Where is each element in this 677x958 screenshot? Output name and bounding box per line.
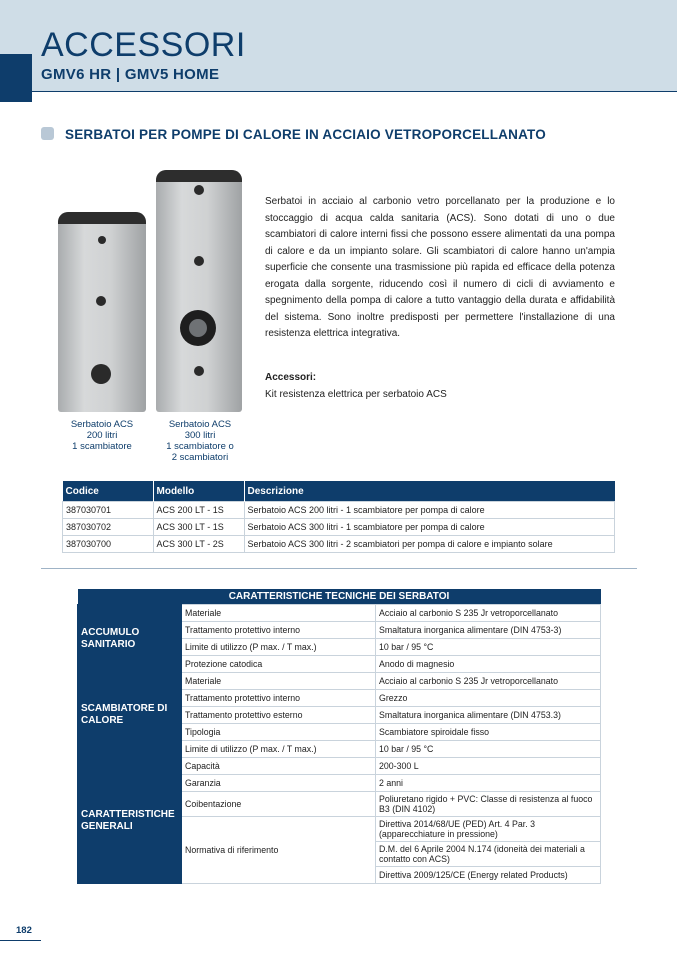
section-bullet-icon <box>41 127 54 140</box>
tank-300-image <box>156 170 242 412</box>
port-icon <box>98 236 106 244</box>
spec-label: Limite di utilizzo (P max. / T max.) <box>182 741 376 758</box>
spec-label: Garanzia <box>182 775 376 792</box>
group-generali: CARATTERISTICHE GENERALI <box>78 758 182 884</box>
accessories-label: Accessori: <box>265 372 317 383</box>
group-scambiatore: SCAMBIATORE DI CALORE <box>78 673 182 758</box>
cell-code: 387030700 <box>63 536 154 553</box>
accessories-item: Kit resistenza elettrica per serbatoio ACS <box>265 389 447 400</box>
table-row <box>78 758 601 775</box>
page-number-underline <box>0 940 41 941</box>
spec-value: 10 bar / 95 °C <box>376 741 601 758</box>
spec-label: Capacità <box>182 758 376 775</box>
spec-value: D.M. del 6 Aprile 2004 N.174 (idoneità dei materiali a contatto con ACS) <box>376 842 601 867</box>
cell-description: Serbatoio ACS 200 litri - 1 scambiatore per pompa di calore <box>244 502 615 519</box>
spec-label: Normativa di riferimento <box>182 817 376 884</box>
spec-value: Anodo di magnesio <box>376 656 601 673</box>
caption-line: Serbatoio ACS <box>168 419 232 430</box>
column-header: Descrizione <box>244 481 615 502</box>
spec-value: Acciaio al carbonio S 235 Jr vetroporcellanato <box>376 673 601 690</box>
table-row <box>78 673 601 690</box>
cell-description: Serbatoio ACS 300 litri - 1 scambiatore per pompa di calore <box>244 519 615 536</box>
page-subtitle: GMV6 HR | GMV5 HOME <box>41 66 220 83</box>
spec-value: Direttiva 2014/68/UE (PED) Art. 4 Par. 3 (apparecchiature in pressione) <box>376 817 601 842</box>
spec-table-title: CARATTERISTICHE TECNICHE DEI SERBATOI <box>78 589 601 605</box>
column-header: Modello <box>153 481 244 502</box>
cell-description: Serbatoio ACS 300 litri - 2 scambiatori per pompa di calore e impianto solare <box>244 536 615 553</box>
table-row <box>63 519 615 536</box>
spec-value: Smaltatura inorganica alimentare (DIN 4753.3) <box>376 707 601 724</box>
spec-label: Protezione catodica <box>182 656 376 673</box>
table-row <box>78 605 601 622</box>
port-icon <box>194 185 204 195</box>
spec-label: Materiale <box>182 673 376 690</box>
spec-label: Coibentazione <box>182 792 376 817</box>
section-title: SERBATOI PER POMPE DI CALORE IN ACCIAIO VETROPORCELLANATO <box>65 127 546 142</box>
port-icon <box>96 296 106 306</box>
spec-value: Smaltatura inorganica alimentare (DIN 4753-3) <box>376 622 601 639</box>
spec-label: Limite di utilizzo (P max. / T max.) <box>182 639 376 656</box>
table-row <box>63 536 615 553</box>
spec-label: Tipologia <box>182 724 376 741</box>
spec-label: Trattamento protettivo interno <box>182 690 376 707</box>
spec-table <box>77 589 601 884</box>
caption-line: 200 litri <box>86 430 118 441</box>
tank-200-image <box>58 212 146 412</box>
port-icon <box>194 256 204 266</box>
caption-line: 300 litri <box>184 430 216 441</box>
cell-model: ACS 300 LT - 2S <box>153 536 244 553</box>
caption-line: 1 scambiatore <box>72 441 132 452</box>
table-row <box>63 502 615 519</box>
cell-code: 387030702 <box>63 519 154 536</box>
flange-icon <box>180 310 216 346</box>
section-divider <box>41 568 637 569</box>
spec-label: Trattamento protettivo esterno <box>182 707 376 724</box>
spec-value: Acciaio al carbonio S 235 Jr vetroporcellanato <box>376 605 601 622</box>
spec-value: 200-300 L <box>376 758 601 775</box>
product-table <box>62 481 615 553</box>
spec-label: Trattamento protettivo interno <box>182 622 376 639</box>
cell-model: ACS 300 LT - 1S <box>153 519 244 536</box>
spec-label: Materiale <box>182 605 376 622</box>
column-header: Codice <box>63 481 154 502</box>
spec-value: Poliuretano rigido + PVC: Classe di resistenza al fuoco B3 (DIN 4102) <box>376 792 601 817</box>
page-title: ACCESSORI <box>41 26 246 64</box>
header-tab <box>0 54 32 102</box>
port-icon <box>194 366 204 376</box>
product-description: Serbatoi in acciaio al carbonio vetro porcellanato per la produzione e lo stoccaggio di acqua calda sanitaria (ACS). Sono dotati di uno o due scambiatori di calore interni fissi che possono essere alimentati da una pompa di calore e da un impianto solare. Gli scambiatori di calore hanno un'ampia superficie che consente una trasmissione più rapida ed efficace della potenza erogata dalla sorgente, riducendo così il numero di cicli di avviamento e spegnimento della pompa di calore a tutto vantaggio della durata e affidabilità del sistema. Sono inoltre predisposti per permettere l'installazione di una resistenza elettrica integrativa. <box>265 196 615 339</box>
caption-line: 2 scambiatori <box>171 452 229 463</box>
page-number: 182 <box>16 925 32 936</box>
spec-value: 10 bar / 95 °C <box>376 639 601 656</box>
spec-value: Direttiva 2009/125/CE (Energy related Products) <box>376 867 601 884</box>
port-icon <box>91 364 111 384</box>
spec-value: Grezzo <box>376 690 601 707</box>
tank-200-caption <box>55 419 149 452</box>
tank-300-caption <box>153 419 247 463</box>
cell-model: ACS 200 LT - 1S <box>153 502 244 519</box>
group-accumulo: ACCUMULO SANITARIO <box>78 605 182 673</box>
header-divider <box>32 91 677 92</box>
cell-code: 387030701 <box>63 502 154 519</box>
spec-value: 2 anni <box>376 775 601 792</box>
caption-line: 1 scambiatore o <box>166 441 234 452</box>
caption-line: Serbatoio ACS <box>70 419 134 430</box>
spec-value: Scambiatore spiroidale fisso <box>376 724 601 741</box>
